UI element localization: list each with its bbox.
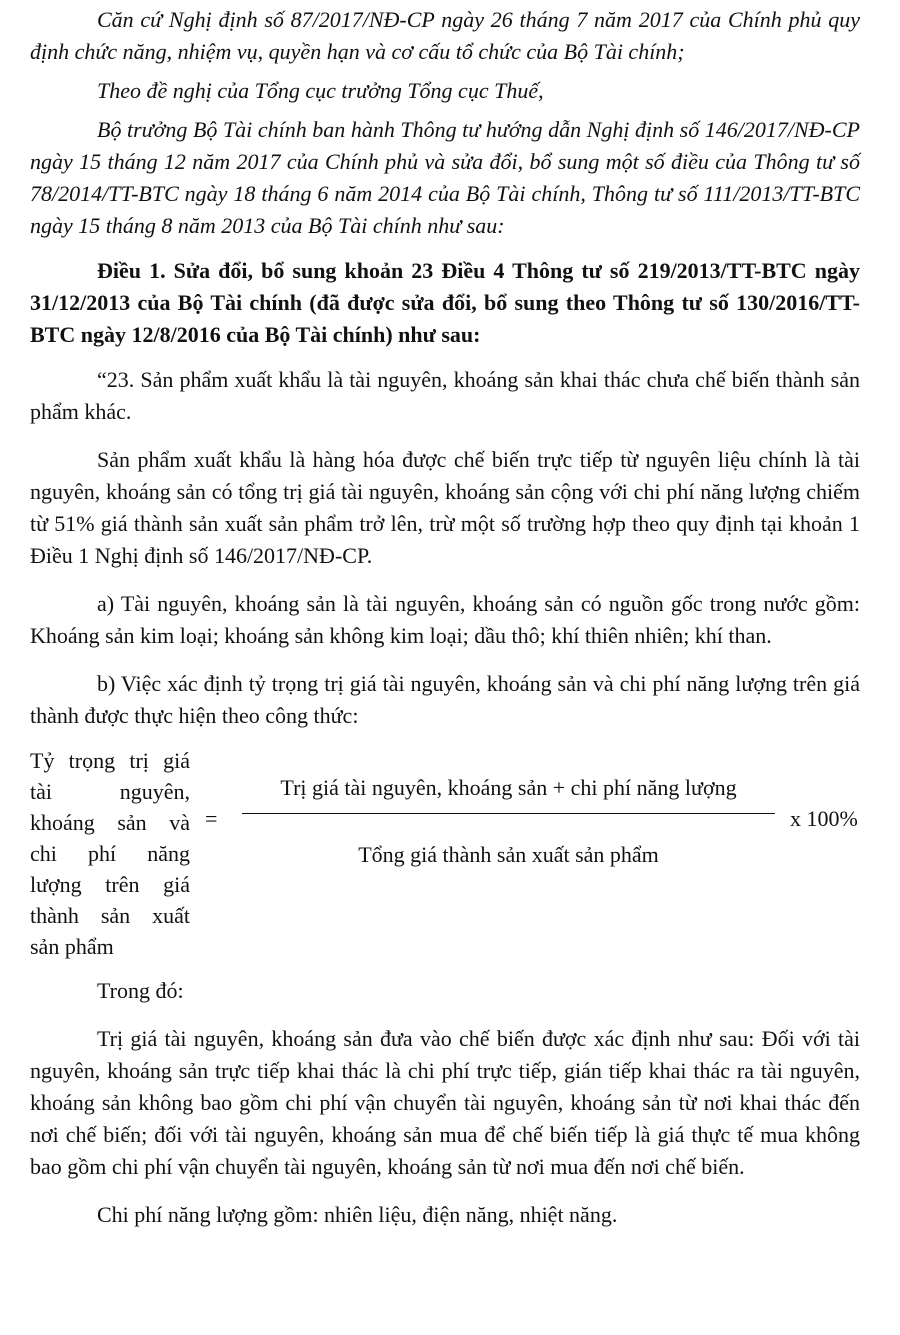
point-a-paragraph: a) Tài nguyên, khoáng sản là tài nguyên, khoáng sản có nguồn gốc trong nước gồm: Khoáng sản kim loại; khoáng sản không kim loại; dầu thô; khí thiên nhiên; khí than.	[30, 591, 860, 648]
article-1-heading: Điều 1. Sửa đổi, bổ sung khoản 23 Điều 4 Thông tư số 219/2013/TT-BTC ngày 31/12/2013 của Bộ Tài chính (đã được sửa đổi, bổ sung theo Thông tư số 130/2016/TT-BTC ngày 12/8/2016 của Bộ Tài chính) như sau:	[30, 258, 860, 347]
formula-left-line: Tỷ trọng trị giá	[30, 748, 190, 773]
formula-left-line: khoáng sản và	[30, 810, 190, 835]
preamble-decree-basis: Căn cứ Nghị định số 87/2017/NĐ-CP ngày 26 tháng 7 năm 2017 của Chính phủ quy định chức năng, nhiệm vụ, quyền hạn và cơ cấu tổ chức của Bộ Tài chính;	[30, 7, 860, 64]
formula-equals-sign: =	[205, 806, 218, 831]
definition-paragraph: Sản phẩm xuất khẩu là hàng hóa được chế biến trực tiếp từ nguyên liệu chính là tài nguyên, khoáng sản có tổng trị giá tài nguyên, khoáng sản cộng với chi phí năng lượng chiếm từ 51% giá thành sản xuất sản phẩm trở lên, trừ một số trường hợp theo quy định tại khoản 1 Điều 1 Nghị định số 146/2017/NĐ-CP.	[30, 447, 860, 568]
formula-left-line: sản phẩm	[30, 934, 114, 959]
formula-left-term	[30, 745, 190, 962]
formula-left-line: chi phí năng	[30, 841, 190, 866]
formula-fraction-bar	[242, 813, 775, 814]
point-b-paragraph: b) Việc xác định tỷ trọng trị giá tài nguyên, khoáng sản và chi phí năng lượng trên giá thành được thực hiện theo công thức:	[30, 671, 860, 728]
resource-value-paragraph: Trị giá tài nguyên, khoáng sản đưa vào chế biến được xác định như sau: Đối với tài nguyên, khoáng sản trực tiếp khai thác là chi phí trực tiếp, gián tiếp khai thác ra tài nguyên, khoáng sản không bao gồm chi phí vận chuyển tài nguyên, khoáng sản từ nơi khai thác đến nơi chế biến; đối với tài nguyên, khoáng sản mua để chế biến tiếp là giá thực tế mua không bao gồm chi phí vận chuyển tài nguyên, khoáng sản từ nơi mua đến nơi chế biến.	[30, 1026, 860, 1179]
ratio-formula	[30, 745, 860, 975]
formula-multiplier: x 100%	[790, 806, 858, 831]
trong-do-label: Trong đó:	[97, 978, 184, 1003]
formula-numerator: Trị giá tài nguyên, khoáng sản + chi phí năng lượng	[280, 775, 737, 800]
energy-cost-paragraph: Chi phí năng lượng gồm: nhiên liệu, điện năng, nhiệt năng.	[97, 1202, 618, 1227]
document-page	[30, 4, 860, 1231]
preamble-issuance: Bộ trưởng Bộ Tài chính ban hành Thông tư hướng dẫn Nghị định số 146/2017/NĐ-CP ngày 15 tháng 12 năm 2017 của Chính phủ và sửa đổi, bổ sung một số điều của Thông tư số 78/2014/TT-BTC ngày 18 tháng 6 năm 2014 của Bộ Tài chính, Thông tư số 111/2013/TT-BTC ngày 15 tháng 8 năm 2013 của Bộ Tài chính như sau:	[30, 117, 860, 238]
formula-left-line: lượng trên giá	[30, 872, 190, 897]
formula-left-line: tài nguyên,	[30, 779, 190, 804]
item-23-paragraph: “23. Sản phẩm xuất khẩu là tài nguyên, khoáng sản khai thác chưa chế biến thành sản phẩm khác.	[30, 367, 860, 424]
preamble-proposal: Theo đề nghị của Tổng cục trưởng Tổng cục Thuế,	[97, 78, 544, 103]
formula-left-line: thành sản xuất	[30, 903, 190, 928]
formula-denominator: Tổng giá thành sản xuất sản phẩm	[358, 842, 659, 867]
